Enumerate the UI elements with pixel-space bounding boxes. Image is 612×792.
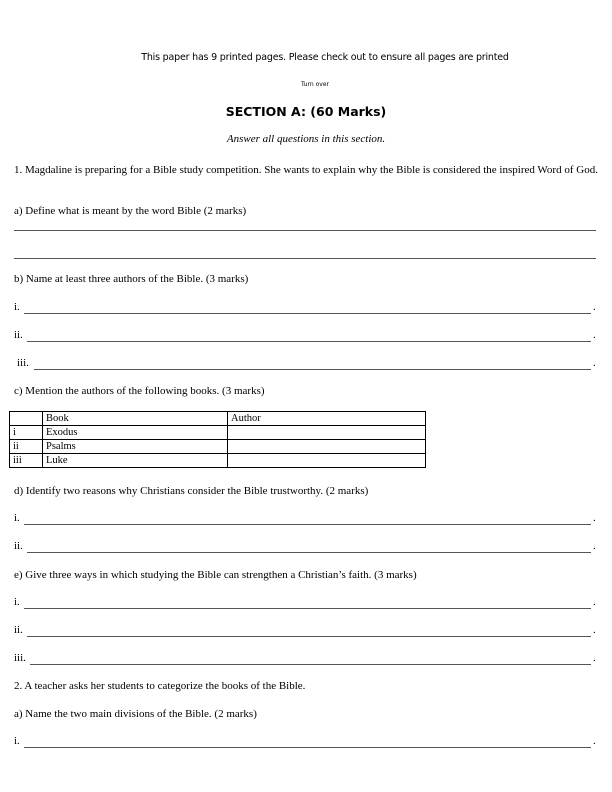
item-label-iii: iii. bbox=[14, 652, 26, 664]
answer-line[interactable] bbox=[27, 552, 591, 553]
question-1d: d) Identify two reasons why Christians consider the Bible trustworthy. (2 marks) bbox=[14, 485, 369, 497]
line-end-dot: . bbox=[593, 512, 596, 524]
item-label-i: i. bbox=[14, 735, 20, 747]
table-header-cell: Author bbox=[228, 412, 426, 426]
answer-line[interactable] bbox=[24, 608, 591, 609]
item-label-ii: ii. bbox=[14, 540, 23, 552]
table-cell: iii bbox=[10, 454, 43, 468]
answer-line[interactable] bbox=[14, 230, 596, 231]
page-count-note: This paper has 9 printed pages. Please check out to ensure all pages are printed bbox=[141, 52, 509, 63]
line-end-dot: . bbox=[593, 329, 596, 341]
table-row bbox=[10, 426, 426, 440]
table-cell: i bbox=[10, 426, 43, 440]
authors-table bbox=[9, 411, 426, 468]
question-2-intro: 2. A teacher asks her students to categorize the books of the Bible. bbox=[14, 680, 306, 692]
answer-line[interactable] bbox=[27, 636, 591, 637]
answer-line[interactable] bbox=[24, 747, 591, 748]
section-instruction: Answer all questions in this section. bbox=[226, 133, 386, 145]
line-end-dot: . bbox=[593, 301, 596, 313]
line-end-dot: . bbox=[593, 540, 596, 552]
question-1b: b) Name at least three authors of the Bible. (3 marks) bbox=[14, 273, 249, 285]
line-end-dot: . bbox=[593, 357, 596, 369]
item-label-i: i. bbox=[14, 596, 20, 608]
item-label-ii: ii. bbox=[14, 624, 23, 636]
answer-line[interactable] bbox=[24, 524, 591, 525]
table-header-cell: Book bbox=[43, 412, 228, 426]
line-end-dot: . bbox=[593, 735, 596, 747]
item-label-iii: iii. bbox=[17, 357, 29, 369]
answer-line[interactable] bbox=[30, 664, 591, 665]
question-1e: e) Give three ways in which studying the Bible can strengthen a Christian’s faith. (3 marks) bbox=[14, 569, 417, 581]
question-1a: a) Define what is meant by the word Bible (2 marks) bbox=[14, 205, 247, 217]
item-label-i: i. bbox=[14, 301, 20, 313]
author-answer-cell[interactable] bbox=[228, 426, 426, 440]
line-end-dot: . bbox=[593, 596, 596, 608]
line-end-dot: . bbox=[593, 624, 596, 636]
table-header-cell bbox=[10, 412, 43, 426]
answer-line[interactable] bbox=[27, 341, 591, 342]
answer-line[interactable] bbox=[24, 313, 591, 314]
question-1-intro: 1. Magdaline is preparing for a Bible study competition. She wants to explain why the Bible is considered the inspired Word of God. bbox=[14, 164, 598, 176]
table-row bbox=[10, 454, 426, 468]
table-cell: Luke bbox=[43, 454, 228, 468]
turn-over-note: Turn over bbox=[300, 81, 329, 88]
answer-line[interactable] bbox=[14, 258, 596, 259]
question-1c: c) Mention the authors of the following books. (3 marks) bbox=[14, 385, 265, 397]
line-end-dot: . bbox=[593, 652, 596, 664]
table-row bbox=[10, 440, 426, 454]
section-title: SECTION A: (60 Marks) bbox=[225, 104, 387, 119]
table-cell: ii bbox=[10, 440, 43, 454]
author-answer-cell[interactable] bbox=[228, 454, 426, 468]
table-header-row bbox=[10, 412, 426, 426]
item-label-ii: ii. bbox=[14, 329, 23, 341]
author-answer-cell[interactable] bbox=[228, 440, 426, 454]
table-cell: Psalms bbox=[43, 440, 228, 454]
question-2a: a) Name the two main divisions of the Bible. (2 marks) bbox=[14, 708, 257, 720]
item-label-i: i. bbox=[14, 512, 20, 524]
answer-line[interactable] bbox=[34, 369, 591, 370]
table-cell: Exodus bbox=[43, 426, 228, 440]
